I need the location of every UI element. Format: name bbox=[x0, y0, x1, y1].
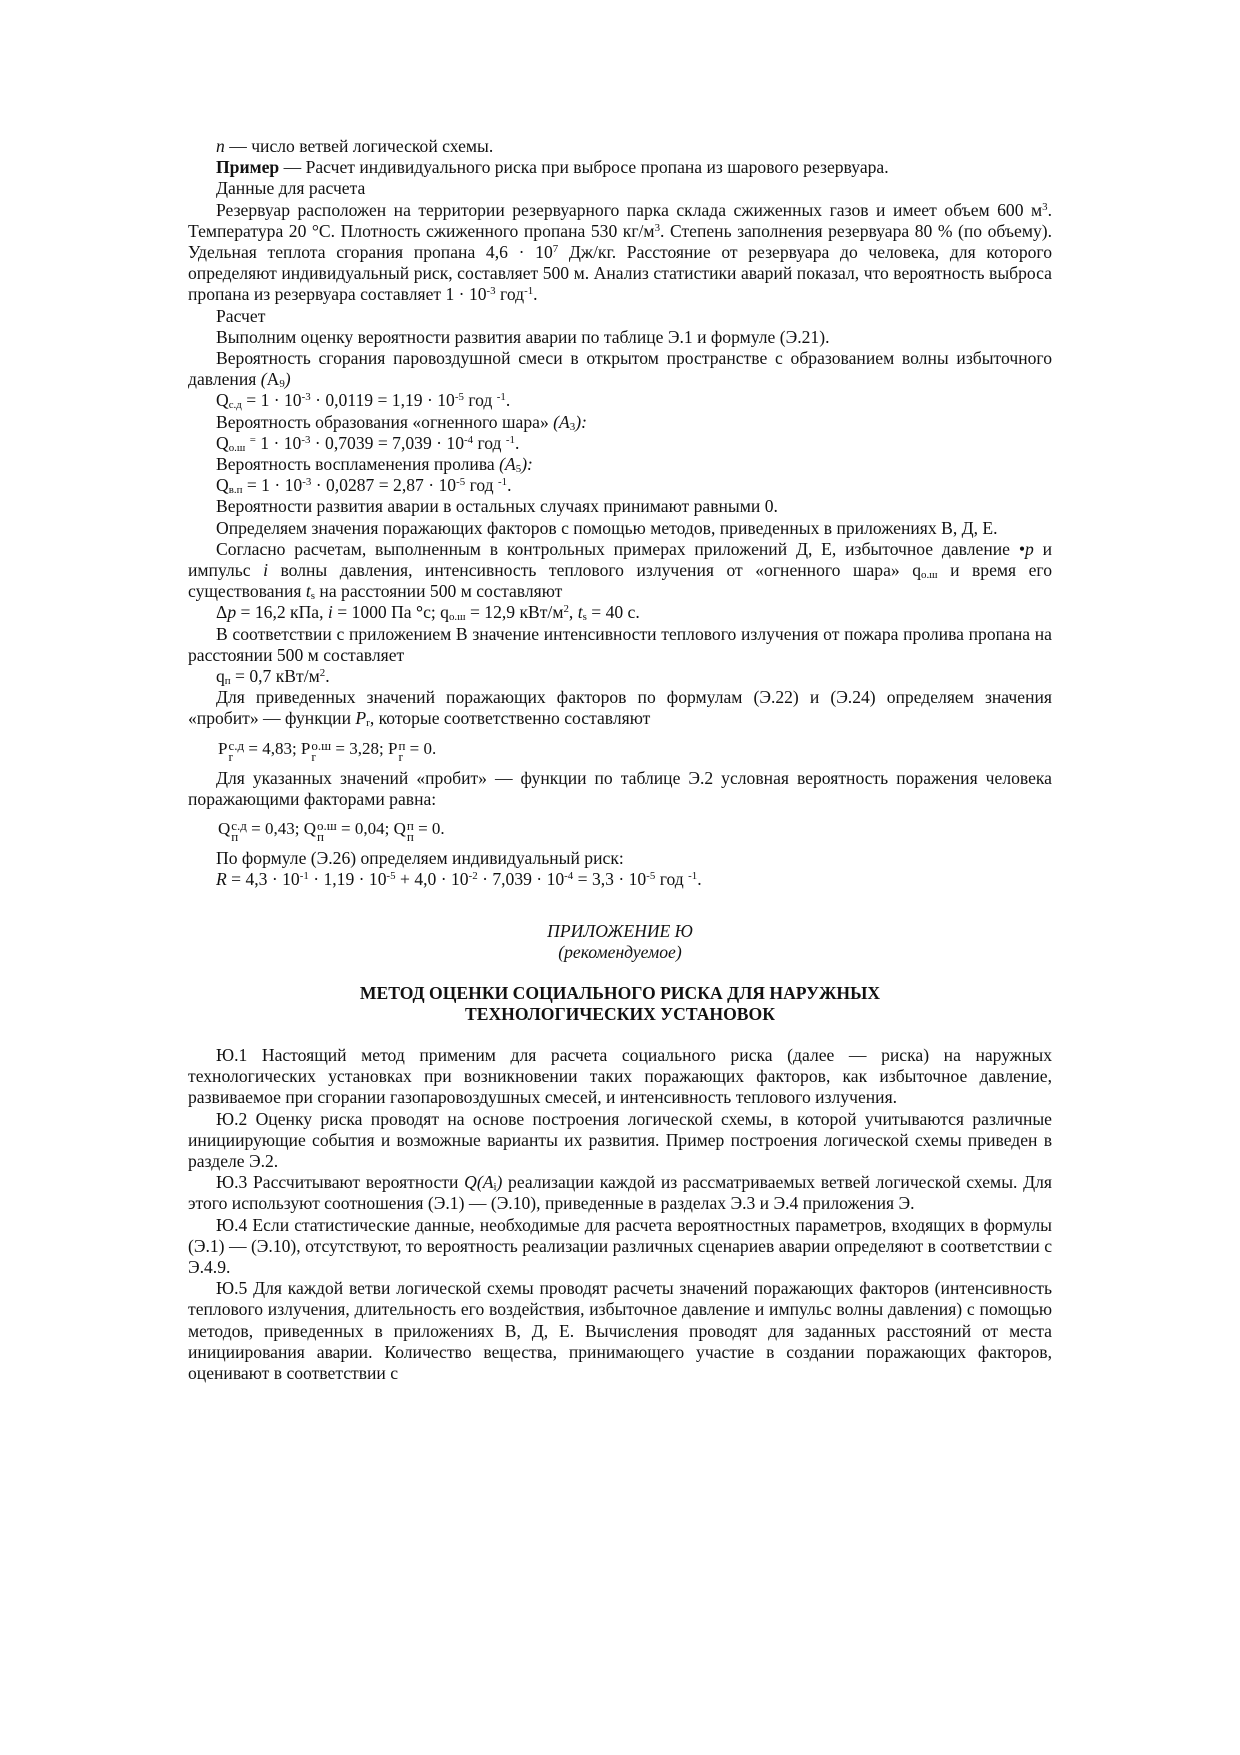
text-run: Вероятность образования «огненного шара» bbox=[216, 411, 554, 432]
text-run: . Степень заполнения резервуара 80 % (по объему). Удельная теплота сгорания пропана 4,6 · 10 bbox=[188, 220, 1053, 263]
paragraph bbox=[188, 1045, 1052, 1109]
formula-term bbox=[303, 818, 394, 845]
text-run: Ю.1 Настоящий метод применим для расчета социального риска (далее — риска) на наружных технологических установках при возникновении таких поражающих факторов, как избыточное давление, развиваемое при сгорании газопаровоздушных смесей, и интенсивность теплового излучения. bbox=[188, 1044, 1052, 1108]
italic-text: P bbox=[355, 708, 367, 729]
text-run: q bbox=[216, 666, 225, 687]
text-run: = 0,7 кВт/м bbox=[230, 666, 320, 687]
probit-formula bbox=[188, 738, 1052, 762]
superscript: -5 bbox=[646, 870, 656, 883]
subscript: s bbox=[582, 611, 587, 624]
paragraph bbox=[188, 666, 1052, 687]
text-run: волны давления, интенсивность теплового излучения от «огненного шара» q bbox=[267, 560, 921, 581]
text-run: Q bbox=[216, 432, 229, 453]
italic-text: ): bbox=[521, 454, 533, 475]
text-run: = 1 · 10 bbox=[241, 390, 302, 411]
term-indices bbox=[231, 818, 247, 845]
paragraph bbox=[188, 1109, 1052, 1173]
superscript: -1 bbox=[498, 476, 508, 489]
superscript: -5 bbox=[454, 391, 464, 404]
term-sup: с.д bbox=[228, 737, 245, 753]
text-run: Резервуар расположен на территории резервуарного парка склада сжиженных газов и имеет объем 600 м bbox=[216, 199, 1043, 220]
damage-probability-formula bbox=[188, 818, 1052, 845]
superscript: -3 bbox=[486, 285, 496, 298]
superscript: -1 bbox=[299, 870, 309, 883]
text-run: год bbox=[473, 432, 506, 453]
text-run: Расчет bbox=[216, 305, 266, 326]
text-run: на расстоянии 500 м составляют bbox=[315, 581, 563, 602]
term-base: P bbox=[387, 738, 398, 758]
probability-text bbox=[188, 768, 1052, 810]
text-run: Ю.5 Для каждой ветви логической схемы проводят расчеты значений поражающих факторов (интенсивность теплового излучения, длительность его воздействия, избыточное давление и импульс волны давления) с помощью методов, приведенных в приложениях В, Д, Е. Вычисления проводят для заданных расстояний от места инициирования аварии. Количество вещества, принимающего участие в создании поражающих факторов, оценивают в соответствии с bbox=[188, 1278, 1052, 1383]
text-run: · 1,19 · 10 bbox=[308, 869, 387, 890]
text-run: Согласно расчетам, выполненным в контрольных примерах приложений Д, Е, избыточное давление bbox=[216, 538, 1019, 559]
paragraph bbox=[188, 768, 1052, 810]
superscript: -1 bbox=[505, 433, 516, 446]
text-run: Δ bbox=[216, 602, 228, 623]
subscript: 5 bbox=[515, 463, 522, 476]
paragraph bbox=[188, 624, 1052, 666]
text-run: Вероятность воспламенения пролива bbox=[216, 454, 500, 475]
paragraph bbox=[188, 327, 1052, 348]
term-sup: о.ш bbox=[317, 818, 337, 834]
paragraph bbox=[188, 136, 1052, 157]
superscript: = bbox=[249, 433, 256, 446]
subscript: i bbox=[493, 1181, 497, 1194]
text-run: , bbox=[568, 602, 578, 623]
term-base: Q bbox=[303, 819, 317, 839]
term-sub: r bbox=[398, 748, 403, 764]
superscript: -1 bbox=[524, 285, 534, 298]
term-sup: п bbox=[398, 737, 406, 753]
superscript: -3 bbox=[301, 391, 311, 404]
text-run: А bbox=[266, 369, 280, 390]
paragraph bbox=[188, 687, 1052, 729]
term-base: P bbox=[218, 738, 228, 758]
text-run: В соответствии с приложением В значение интенсивности теплового излучения от пожара пролива пропана на расстоянии 500 м составляет bbox=[188, 623, 1052, 665]
formula-term bbox=[393, 818, 445, 845]
text-run: = 12,9 кВт/м bbox=[465, 602, 564, 623]
superscript: -1 bbox=[688, 870, 698, 883]
italic-text: (А bbox=[499, 454, 516, 475]
text-run: · 0,0119 = 1,19 · 10 bbox=[310, 390, 455, 411]
italic-text: ) bbox=[284, 369, 291, 390]
example-section bbox=[188, 136, 1052, 730]
formula-term bbox=[218, 737, 301, 764]
superscript: 2 bbox=[563, 603, 569, 616]
text-run: Определяем значения поражающих факторов с помощью методов, приведенных в приложениях В, Д, Е. bbox=[216, 517, 998, 538]
text-run: 1 · 10 bbox=[255, 432, 302, 453]
italic-text: t bbox=[305, 581, 311, 602]
paragraph bbox=[188, 848, 1052, 869]
superscript: -5 bbox=[456, 476, 466, 489]
superscript: -5 bbox=[386, 870, 396, 883]
term-value: = 0. bbox=[413, 819, 445, 839]
text-run: . bbox=[697, 869, 702, 890]
term-sup: о.ш bbox=[311, 737, 332, 753]
term-value: = 4,83; bbox=[244, 738, 297, 758]
text-run: — число ветвей логической схемы. bbox=[224, 136, 494, 156]
term-indices bbox=[406, 818, 414, 845]
text-run: = 16,2 кПа, bbox=[236, 602, 328, 623]
term-indices bbox=[228, 737, 245, 764]
subscript: 3 bbox=[569, 420, 576, 433]
paragraph bbox=[188, 539, 1052, 603]
bold-text: ° bbox=[416, 602, 424, 623]
text-run: . bbox=[325, 666, 330, 687]
paragraph bbox=[188, 433, 1052, 454]
italic-text: i bbox=[263, 560, 268, 581]
term-sub: п bbox=[317, 829, 324, 845]
text-run: и импульс bbox=[188, 538, 1052, 581]
text-run: год bbox=[655, 869, 689, 890]
subscript: в.п bbox=[228, 484, 243, 497]
bold-text: Пример bbox=[216, 157, 280, 178]
term-sub: п bbox=[231, 829, 239, 845]
appendix-label: ПРИЛОЖЕНИЕ Ю bbox=[547, 920, 693, 941]
paragraph bbox=[188, 1215, 1052, 1279]
paragraph bbox=[188, 157, 1052, 178]
appendix-title bbox=[188, 983, 1052, 1025]
text-run: и время его существования bbox=[188, 560, 1052, 602]
text-run: = 40 с. bbox=[586, 602, 640, 623]
text-run: Для приведенных значений поражающих факторов по формулам (Э.22) и (Э.24) определяем значения «пробит» — функции bbox=[188, 687, 1052, 729]
term-value: = 3,28; bbox=[331, 738, 384, 758]
italic-text: p bbox=[227, 602, 237, 623]
appendix-status: (рекомендуемое) bbox=[558, 941, 682, 962]
paragraph bbox=[188, 496, 1052, 517]
formula-term bbox=[387, 737, 437, 764]
subscript: о.ш bbox=[921, 569, 938, 582]
text-run: Q bbox=[216, 390, 229, 411]
superscript: -2 bbox=[468, 870, 478, 883]
term-base: Q bbox=[393, 819, 406, 839]
subscript: п bbox=[224, 675, 231, 688]
superscript: 3 bbox=[654, 221, 661, 234]
paragraph bbox=[188, 454, 1052, 475]
subscript: 9 bbox=[279, 378, 285, 391]
text-run: Ю.2 Оценку риска проводят на основе построения логической схемы, в которой учитываются различные инициирующие события и возможные варианты их развития. Пример построения логической схемы приведен в разделе Э.2. bbox=[188, 1108, 1052, 1171]
text-run: . bbox=[507, 475, 512, 496]
superscript: -1 bbox=[496, 391, 506, 404]
text-run: . bbox=[533, 284, 538, 305]
italic-text: (А bbox=[553, 411, 570, 432]
subscript: r bbox=[366, 717, 370, 730]
term-sup: с.д bbox=[231, 818, 247, 834]
term-indices bbox=[317, 818, 337, 845]
text-run: Вероятность сгорания паровоздушной смеси в открытом пространстве с образованием волны избыточного давления bbox=[188, 348, 1052, 390]
formula-term bbox=[300, 737, 388, 764]
text-run: , которые соответственно составляют bbox=[369, 708, 651, 729]
text-run: Вероятности развития аварии в остальных случаях принимают равными 0. bbox=[216, 496, 778, 517]
italic-text: ): bbox=[575, 411, 587, 432]
text-run: — Расчет индивидуального риска при выбросе пропана из шарового резервуара. bbox=[279, 157, 889, 178]
superscript: -3 bbox=[301, 433, 311, 446]
term-indices bbox=[311, 737, 332, 764]
paragraph bbox=[188, 200, 1052, 306]
italic-text: t bbox=[577, 602, 583, 623]
paragraph bbox=[188, 412, 1052, 433]
superscript: -3 bbox=[302, 476, 312, 489]
text-run: год bbox=[465, 475, 499, 496]
text-run: + 4,0 · 10 bbox=[395, 869, 469, 890]
text-run: = 4,3 · 10 bbox=[226, 869, 300, 890]
text-run: . bbox=[515, 432, 520, 453]
term-value: = 0,43; bbox=[246, 819, 300, 839]
term-sup: п bbox=[406, 818, 414, 834]
appendix-title-line2: ТЕХНОЛОГИЧЕСКИХ УСТАНОВОК bbox=[465, 1003, 775, 1024]
text-run: Выполним оценку вероятности развития аварии по таблице Э.1 и формуле (Э.21). bbox=[216, 326, 830, 347]
term-base: P bbox=[300, 738, 311, 758]
text-run: · 0,7039 = 7,039 · 10 bbox=[310, 432, 464, 453]
paragraph bbox=[188, 348, 1052, 390]
text-run: Q bbox=[216, 475, 229, 496]
superscript: -4 bbox=[464, 433, 474, 446]
appendix-body bbox=[188, 1045, 1052, 1384]
superscript: 3 bbox=[1042, 200, 1048, 213]
italic-text: •p bbox=[1018, 538, 1034, 559]
paragraph bbox=[188, 518, 1052, 539]
paragraph bbox=[188, 602, 1052, 623]
term-sub: п bbox=[406, 829, 414, 845]
risk-result bbox=[188, 848, 1052, 890]
paragraph bbox=[188, 390, 1052, 411]
text-run: · 7,039 · 10 bbox=[477, 869, 565, 890]
superscript: -4 bbox=[564, 870, 574, 883]
italic-text: n bbox=[216, 136, 225, 156]
text-run: По формуле (Э.26) определяем индивидуальный риск: bbox=[216, 848, 624, 869]
term-sub: r bbox=[228, 748, 233, 764]
appendix-title-line1: МЕТОД ОЦЕНКИ СОЦИАЛЬНОГО РИСКА ДЛЯ НАРУЖНЫХ bbox=[359, 982, 881, 1003]
italic-text: ( bbox=[260, 369, 267, 390]
subscript: s bbox=[310, 590, 315, 603]
italic-text: i bbox=[327, 602, 333, 623]
text-run: Для указанных значений «пробит» — функции по таблице Э.2 условная вероятность поражения человека поражающими факторами равна: bbox=[188, 767, 1052, 809]
paragraph bbox=[188, 1172, 1052, 1214]
term-base: Q bbox=[218, 819, 231, 839]
text-run: · 0,0287 = 2,87 · 10 bbox=[311, 475, 457, 496]
paragraph bbox=[188, 869, 1052, 890]
subscript: с.д bbox=[228, 399, 242, 412]
term-value: = 0,04; bbox=[336, 819, 390, 839]
superscript: 2 bbox=[319, 667, 326, 680]
subscript: о.ш bbox=[448, 611, 466, 624]
text-run: = 1000 Па bbox=[332, 602, 417, 623]
text-run: . Температура 20 °С. Плотность сжиженного пропана 530 кг/м bbox=[188, 199, 1052, 241]
formula-term bbox=[218, 818, 304, 845]
italic-text: R bbox=[216, 869, 227, 890]
text-run: . bbox=[505, 390, 511, 411]
text-run: год bbox=[495, 284, 525, 305]
superscript: 7 bbox=[552, 243, 559, 256]
term-value: = 0. bbox=[405, 738, 437, 758]
text-run: Дж/кг. Расстояние от резервуара до человека, для которого определяют индивидуальный риск, составляет 500 м. Анализ статистики аварий показал, что вероятность выброса пропана из резервуара составляет 1 · 10 bbox=[188, 242, 1052, 305]
italic-text: Q(A bbox=[464, 1172, 494, 1193]
text-run: с; q bbox=[423, 602, 449, 623]
paragraph bbox=[188, 306, 1052, 327]
italic-text: ) bbox=[496, 1172, 503, 1193]
text-run: Данные для расчета bbox=[216, 178, 366, 199]
paragraph bbox=[188, 475, 1052, 496]
text-run: реализации каждой из рассматриваемых ветвей логической схемы. Для этого используют соотношения (Э.1) — (Э.10), приведенные в разделах Э.3 и Э.4 приложения Э. bbox=[188, 1172, 1052, 1214]
term-sub: r bbox=[311, 748, 316, 764]
document-page bbox=[188, 136, 1052, 1384]
paragraph bbox=[188, 1278, 1052, 1384]
text-run: = 1 · 10 bbox=[242, 475, 303, 496]
subscript: о.ш bbox=[228, 441, 246, 454]
text-run: Ю.4 Если статистические данные, необходимые для расчета вероятностных параметров, входящих в формулы (Э.1) — (Э.10), отсутствуют, то вероятность реализации различных сценариев аварии определяют в соответствии с Э.4.9. bbox=[188, 1214, 1052, 1277]
text-run: Ю.3 Рассчитывают вероятности bbox=[216, 1172, 465, 1193]
text-run: = 3,3 · 10 bbox=[573, 869, 647, 890]
paragraph bbox=[188, 178, 1052, 199]
text-run: год bbox=[463, 390, 497, 411]
